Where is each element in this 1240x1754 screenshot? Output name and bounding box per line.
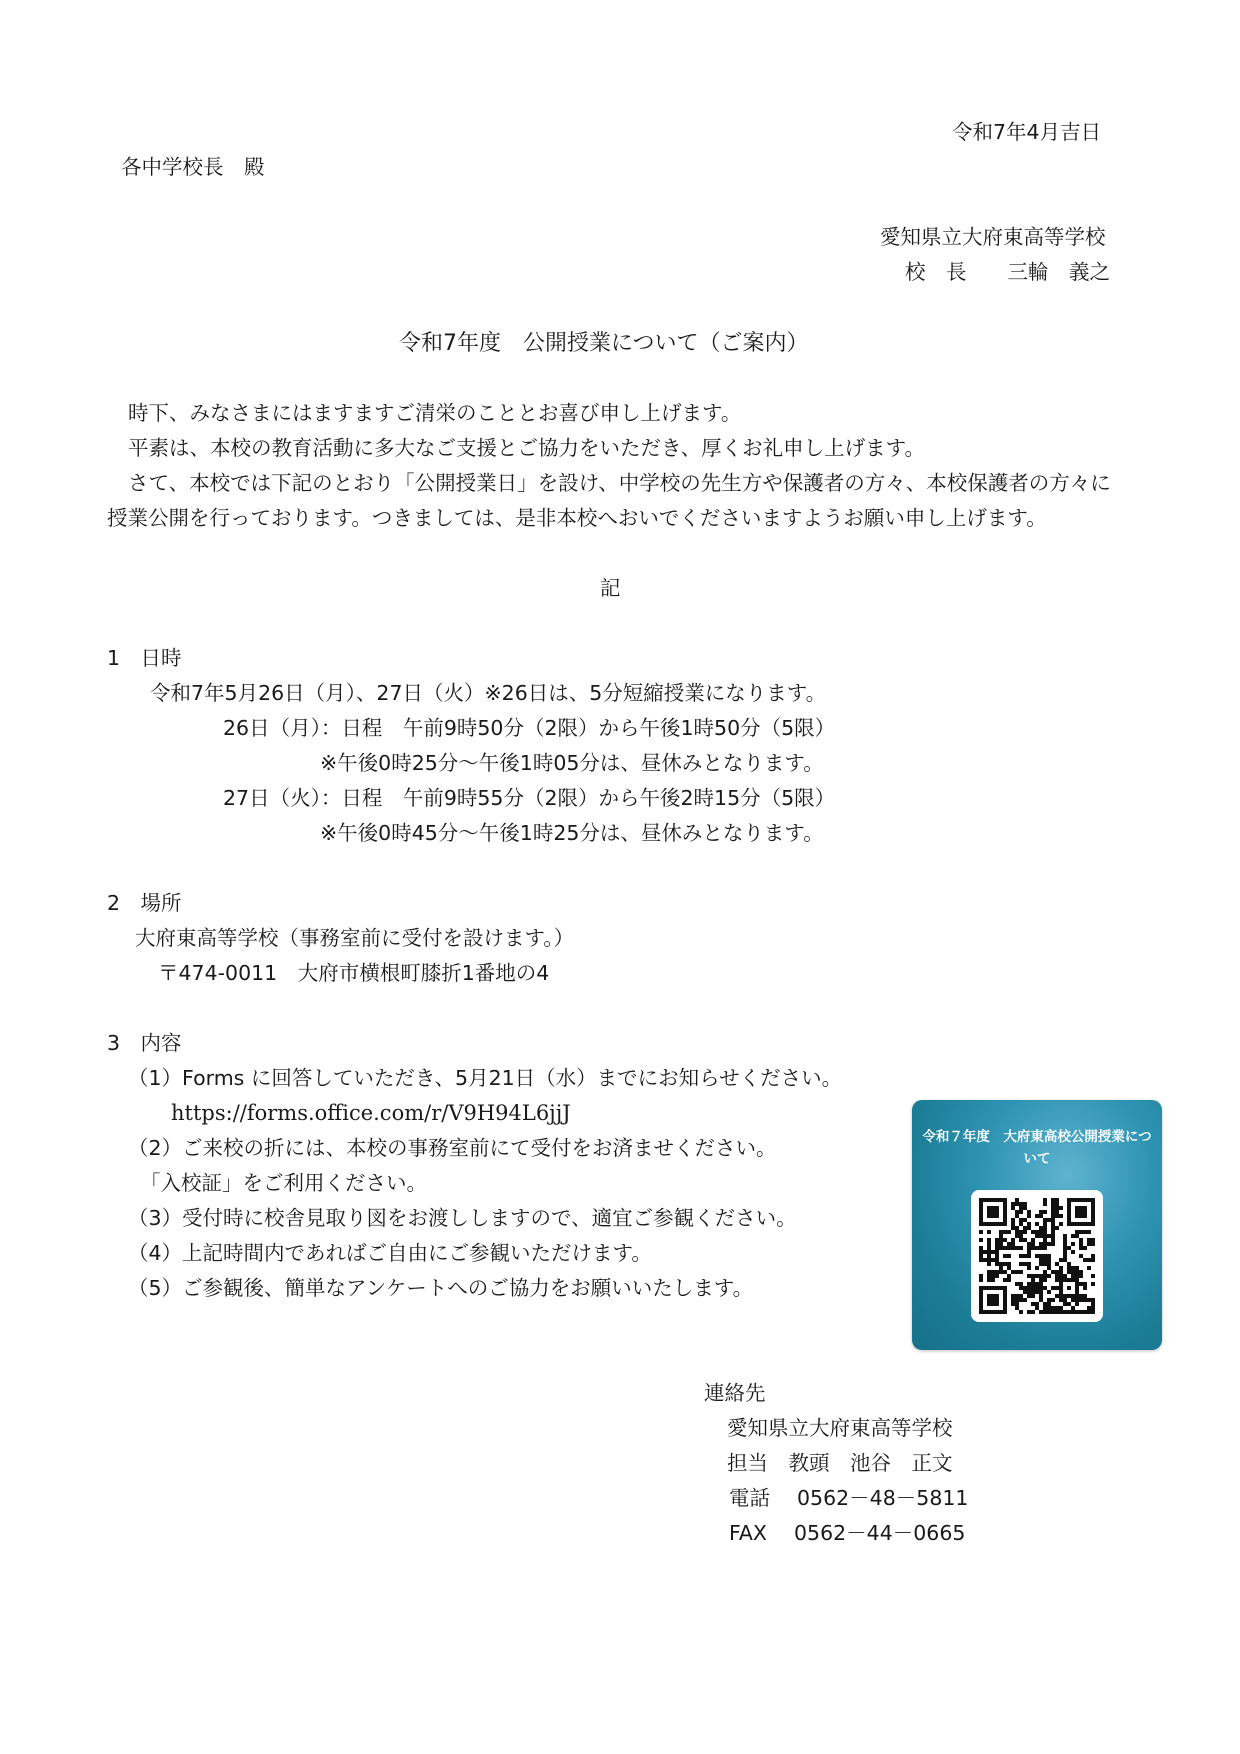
place-address: 〒474-0011 大府市横根町膝折1番地の4 [158,961,550,985]
contact-person: 担当 教頭 池谷 正文 [727,1451,953,1475]
qr-card[interactable] [912,1100,1162,1350]
place-line: 大府東高等学校（事務室前に受付を設けます。） [135,926,575,950]
intro-line: 平素は、本校の教育活動に多大なご支援とご協力をいただき、厚くお礼申し上げます。 [128,436,926,460]
forms-url-link[interactable]: https://forms.office.com/r/V9H94L6jjJ [171,1101,571,1125]
sender-principal: 校 長 三輪 義之 [905,260,1110,284]
intro-line: 時下、みなさまにはますますご清栄のこととお喜び申し上げます。 [128,401,742,425]
section-heading-content: 3 内容 [107,1031,182,1055]
contact-tel: 電話 0562－48－5811 [729,1486,969,1510]
qr-code-icon [979,1198,1095,1314]
letter-date: 令和7年4月吉日 [952,120,1102,144]
content-item: （3）受付時に校舎見取り図をお渡ししますので、適宜ご参観ください。 [128,1206,797,1230]
page-title: 令和7年度 公開授業について（ご案内） [399,331,809,356]
content-item-note: 「入校証」をご利用ください。 [140,1171,427,1195]
ki-marker: 記 [600,576,621,600]
content-item: （5）ご参観後、簡単なアンケートへのご協力をお願いいたします。 [128,1276,754,1300]
datetime-note: ※午後0時45分～午後1時25分は、昼休みとなります。 [320,821,824,845]
content-item: （1）Forms に回答していただき、5月21日（水）までにお知らせください。 [128,1066,843,1090]
section-heading-datetime: 1 日時 [107,646,182,670]
qr-code[interactable] [971,1190,1103,1322]
datetime-line: 27日（火）：日程 午前9時55分（2限）から午後2時15分（5限） [223,786,836,810]
contact-school: 愛知県立大府東高等学校 [727,1416,953,1440]
sender-school: 愛知県立大府東高等学校 [880,225,1106,249]
datetime-line: 令和7年5月26日（月）、27日（火）※26日は、5分短縮授業になります。 [150,681,827,705]
datetime-note: ※午後0時25分～午後1時05分は、昼休みとなります。 [320,751,824,775]
content-item: （4）上記時間内であればご自由にご参観いただけます。 [128,1241,652,1265]
addressee: 各中学校長 殿 [121,155,265,179]
intro-line: 授業公開を行っております。つきましては、是非本校へおいでくださいますようお願い申し上げます。 [107,506,1047,530]
qr-card-title: 令和７年度 大府東高校公開授業について [922,1129,1152,1167]
intro-line: さて、本校では下記のとおり「公開授業日」を設け、中学校の先生方や保護者の方々、本校保護者の方々に [128,471,1111,495]
content-item: （2）ご来校の折には、本校の事務室前にて受付をお済ませください。 [128,1136,777,1160]
section-heading-place: 2 場所 [107,891,182,915]
contact-fax: FAX 0562－44－0665 [729,1521,966,1545]
contact-label: 連絡先 [704,1381,766,1405]
datetime-line: 26日（月）：日程 午前9時50分（2限）から午後1時50分（5限） [223,716,836,740]
